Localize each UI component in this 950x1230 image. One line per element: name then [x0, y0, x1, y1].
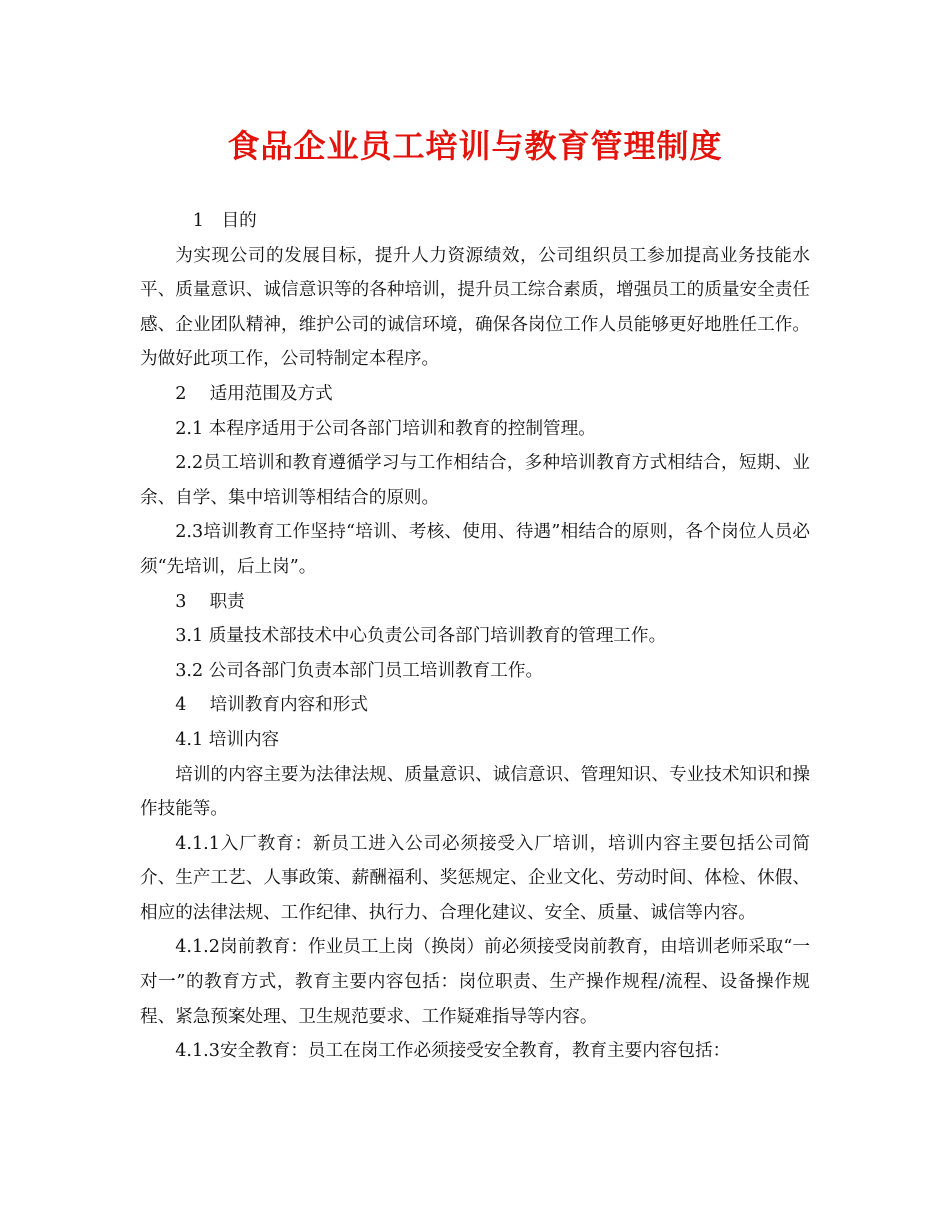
paragraph: 4.1.3安全教育：员工在岗工作必须接受安全教育，教育主要内容包括： [175, 1041, 731, 1062]
paragraph: 2.3培训教育工作坚持“培训、考核、使用、待遇”相结合的原则，各个岗位人员必须“先培训，后上岗”。 [140, 522, 810, 577]
paragraph: 4.1.1入厂教育：新员工进入公司必须接受入厂培训，培训内容主要包括公司简介、生产工艺、人事政策、薪酬福利、奖惩规定、企业文化、劳动时间、体检、休假、相应的法律法规、工作纪律、执行力、合理化建议、安全、质量、诚信等内容。 [140, 833, 810, 923]
paragraph: 为实现公司的发展目标，提升人力资源绩效，公司组织员工参加提高业务技能水平、质量意识、诚信意识等的各种培训，提升员工综合素质，增强员工的质量安全责任感、企业团队精神，维护公司的诚信环境，确保各岗位工作人员能够更好地胜任工作。为做好此项工作，公司特制定本程序。 [140, 245, 810, 370]
document-title: 食品企业员工培训与教育管理制度 [227, 127, 723, 165]
subsection-heading: 4.1 培训内容 [175, 729, 280, 750]
section-heading: 2 适用范围及方式 [175, 383, 333, 404]
paragraph: 3.2 公司各部门负责本部门员工培训教育工作。 [175, 660, 544, 681]
section-heading: 3 职责 [175, 591, 245, 612]
document-body [140, 204, 810, 1069]
paragraph: 2.1 本程序适用于公司各部门培训和教育的控制管理。 [175, 418, 596, 439]
paragraph: 培训的内容主要为法律法规、质量意识、诚信意识、管理知识、专业技术知识和操作技能等。 [140, 764, 810, 820]
paragraph: 3.1 质量技术部技术中心负责公司各部门培训教育的管理工作。 [175, 626, 667, 647]
section-heading: 4 培训教育内容和形式 [175, 695, 368, 716]
section-heading: 1 目的 [192, 211, 257, 231]
paragraph: 4.1.2岗前教育：作业员工上岗（换岗）前必须接受岗前教育，由培训老师采取“一对一”的教育方式，教育主要内容包括：岗位职责、生产操作规程/流程、设备操作规程、紧急预案处理、卫生规范要求、工作疑难指导等内容。 [140, 937, 810, 1027]
paragraph: 2.2员工培训和教育遵循学习与工作相结合，多种培训教育方式相结合，短期、业余、自学、集中培训等相结合的原则。 [140, 453, 810, 508]
